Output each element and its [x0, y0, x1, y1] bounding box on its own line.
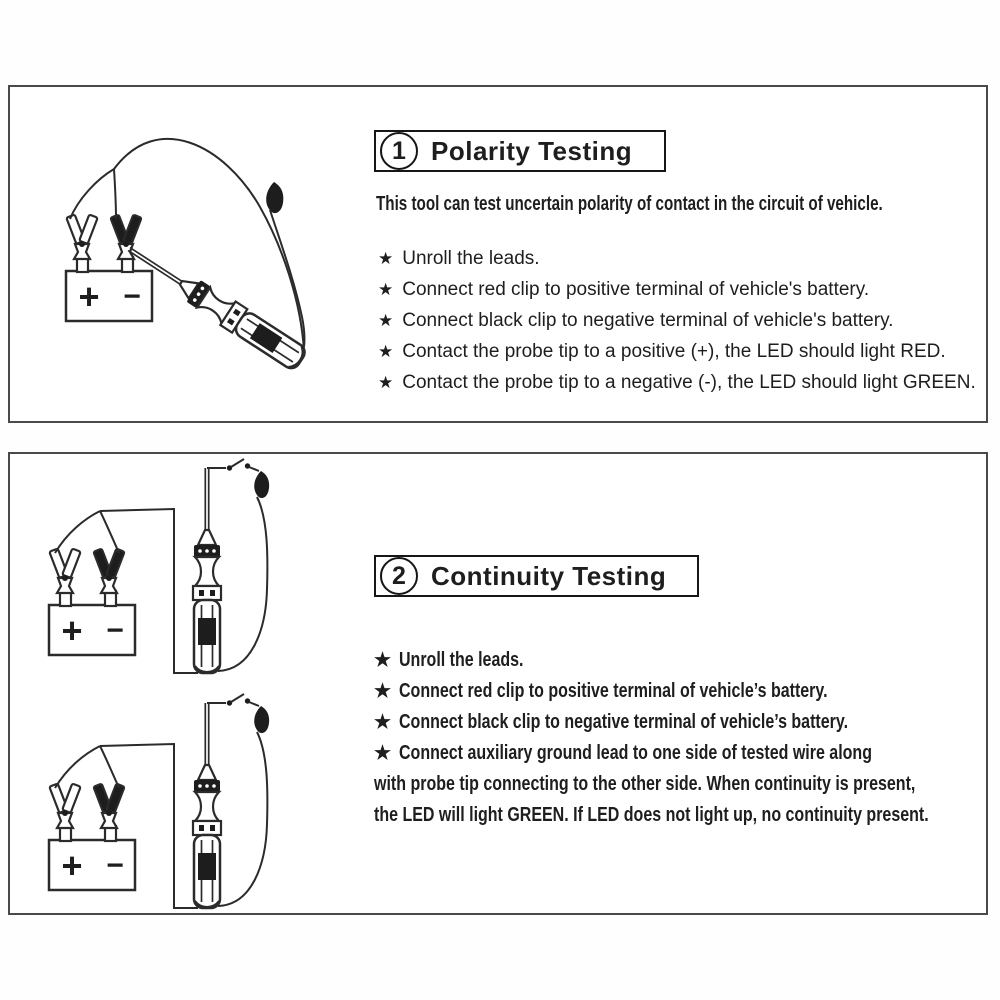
star-bullet-icon: ★: [378, 249, 394, 268]
polarity-diagram: [12, 89, 372, 419]
star-bullet-icon: ★: [374, 681, 392, 702]
bullet-text: Connect red clip to positive terminal of vehicle’s battery.: [399, 680, 828, 702]
star-bullet-icon: ★: [374, 712, 392, 733]
star-bullet-icon: ★: [378, 311, 394, 330]
bullet-text: Contact the probe tip to a positive (+), the LED should light RED.: [402, 341, 946, 362]
bullet-item: [374, 645, 1000, 676]
bullet-continuation-line: [374, 800, 1000, 831]
bullet-item: [374, 738, 1000, 769]
bullet-text: Connect auxiliary ground lead to one side of tested wire along: [399, 742, 873, 764]
bullet-item: [378, 305, 976, 336]
section-title: Continuity Testing: [431, 560, 667, 591]
bullet-text: Connect black clip to negative terminal of vehicle’s battery.: [399, 711, 849, 733]
bullet-text: Connect red clip to positive terminal of vehicle's battery.: [402, 279, 870, 300]
red-clip-lead-wire: [70, 169, 114, 219]
section-title: Polarity Testing: [431, 135, 633, 166]
section-number-badge: 2: [380, 557, 418, 595]
star-bullet-icon: ★: [378, 280, 394, 299]
bullet-list: [378, 243, 976, 398]
section-title-box: [374, 555, 699, 597]
bullet-item: [378, 367, 976, 398]
bullet-item: [378, 274, 976, 305]
star-bullet-icon: ★: [378, 342, 394, 361]
bullet-text: Unroll the leads.: [402, 248, 540, 269]
black-clip-lead-wire: [114, 169, 116, 219]
bullet-item: [378, 336, 976, 367]
bulb-cord: [270, 210, 304, 347]
continuity-panel: [8, 452, 988, 915]
section-title-box: [374, 130, 666, 172]
bullet-text: Contact the probe tip to a negative (-), the LED should light GREEN.: [402, 372, 976, 393]
continuity-diagram-top: [12, 457, 352, 682]
bullet-item: [378, 243, 976, 274]
bullet-text: Unroll the leads.: [399, 649, 524, 671]
bullet-item: [374, 707, 1000, 738]
star-bullet-icon: ★: [378, 373, 394, 392]
bullet-text: the LED will light GREEN. If LED does not light up, no continuity present.: [374, 804, 929, 826]
bullet-list: [374, 645, 1000, 831]
star-bullet-icon: ★: [374, 650, 392, 671]
bullet-continuation-line: [374, 769, 1000, 800]
section-subtitle: This tool can test uncertain polarity of contact in the circuit of vehicle.: [376, 193, 883, 215]
section-number-badge: 1: [380, 132, 418, 170]
polarity-panel: [8, 85, 988, 423]
bullet-text: Connect black clip to negative terminal of vehicle's battery.: [402, 310, 894, 331]
bullet-text: with probe tip connecting to the other side. When continuity is present,: [374, 773, 916, 795]
bullet-item: [374, 676, 1000, 707]
star-bullet-icon: ★: [374, 743, 392, 764]
continuity-diagram-bottom: [12, 692, 352, 917]
